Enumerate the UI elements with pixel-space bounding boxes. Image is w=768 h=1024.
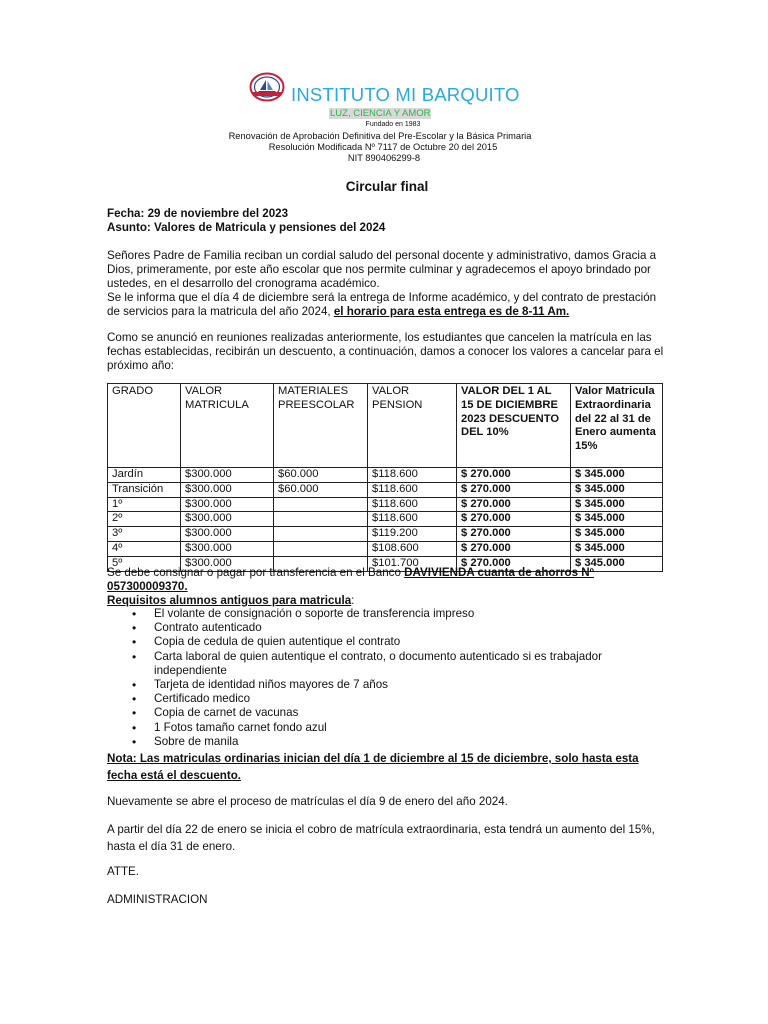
bank-text: Se debe consignar o pagar por transferencia en el Banco	[107, 566, 405, 579]
header-discount-value: VALOR DEL 1 AL 15 DE DICIEMBRE 2023 DESCUENTO DEL 10%	[457, 384, 571, 468]
cell-grade: Transición	[108, 482, 181, 497]
table-row	[108, 482, 663, 497]
delivery-text: Se le informa que el día 4 de diciembre será la entrega de Informe académico, y del contrato de prestación de servicios para la matricula del año 2024,	[107, 291, 657, 318]
closing: ATTE.	[107, 865, 139, 878]
requirements-heading	[107, 594, 667, 608]
institution-motto: LUZ, CIENCIA Y AMOR	[330, 108, 431, 119]
institution-name: INSTITUTO MI BARQUITO	[291, 84, 520, 105]
cell-extraordinary: $ 345.000	[571, 468, 663, 483]
list-item: • 1 Fotos tamaño carnet fondo azul	[107, 721, 667, 735]
header-valor-matricula: VALOR MATRICULA	[181, 384, 274, 468]
requirements-colon: :	[351, 594, 355, 607]
cell-enrollment: $300.000	[181, 541, 274, 556]
table-row	[108, 497, 663, 512]
cell-enrollment: $300.000	[181, 468, 274, 483]
cell-extraordinary: $ 345.000	[571, 482, 663, 497]
cell-grade: 2º	[108, 512, 181, 527]
cell-materials	[274, 541, 368, 556]
table-row	[108, 527, 663, 542]
table-row	[108, 512, 663, 527]
table-row	[108, 468, 663, 483]
list-item: • Certificado medico	[107, 692, 667, 706]
cell-materials	[274, 527, 368, 542]
cell-materials	[274, 497, 368, 512]
cell-grade: 5º	[108, 556, 181, 571]
list-item: • Copia de cedula de quien autentique el contrato	[107, 635, 667, 649]
cell-pension: $118.600	[368, 497, 457, 512]
header-valor-pension: VALOR PENSION	[368, 384, 457, 468]
cell-discount: $ 270.000	[457, 482, 571, 497]
cell-discount: $ 270.000	[457, 497, 571, 512]
cell-pension: $108.600	[368, 541, 457, 556]
fees-table	[107, 383, 663, 572]
header-grado: GRADO	[108, 384, 181, 468]
cell-extraordinary: $ 345.000	[571, 556, 663, 571]
cell-extraordinary: $ 345.000	[571, 527, 663, 542]
cell-pension: $119.200	[368, 527, 457, 542]
school-crest-icon	[249, 72, 285, 102]
discount-paragraph: Como se anunció en reuniones realizadas anteriormente, los estudiantes que cancelen la matrícula en las fechas establecidas, recibirán un descuento, a continuación, damos a conocer los valores a cancelar para el próximo año:	[107, 331, 664, 372]
cell-materials: $60.000	[274, 468, 368, 483]
cell-materials: $60.000	[274, 482, 368, 497]
cell-pension: $101.700	[368, 556, 457, 571]
header-materiales: MATERIALES PREESCOLAR	[274, 384, 368, 468]
bank-account: DAVIVIENDA cuanta de ahorros Nº 057300009370.	[107, 566, 594, 593]
cell-enrollment: $300.000	[181, 512, 274, 527]
cell-discount: $ 270.000	[457, 556, 571, 571]
reopen-notice: Nuevamente se abre el proceso de matrículas el día 9 de enero del año 2024.	[107, 795, 508, 808]
cell-grade: 3º	[108, 527, 181, 542]
list-item: • Copia de carnet de vacunas	[107, 706, 667, 720]
header-extraordinary-value: Valor Matricula Extraordinaria del 22 al 31 de Enero aumenta 15%	[571, 384, 663, 468]
date-line: Fecha: 29 de noviembre del 2023	[107, 207, 289, 220]
discount-note: Nota: Las matriculas ordinarias inician del día 1 de diciembre al 15 de diciembre, solo hasta esta fecha está el descuento.	[107, 752, 639, 782]
cell-extraordinary: $ 345.000	[571, 497, 663, 512]
cell-grade: 1º	[108, 497, 181, 512]
bank-info	[107, 566, 667, 594]
list-item: • El volante de consignación o soporte de transferencia impreso	[107, 607, 667, 621]
cell-discount: $ 270.000	[457, 512, 571, 527]
cell-discount: $ 270.000	[457, 468, 571, 483]
table-row	[108, 541, 663, 556]
list-item: • Tarjeta de identidad niños mayores de 7 años	[107, 678, 667, 692]
nit-line: NIT 890406299-8	[347, 153, 421, 163]
list-item: • Contrato autenticado	[107, 621, 667, 635]
cell-discount: $ 270.000	[457, 527, 571, 542]
signature: ADMINISTRACION	[107, 893, 208, 906]
cell-grade: 4º	[108, 541, 181, 556]
cell-enrollment: $300.000	[181, 556, 274, 571]
delivery-schedule: el horario para esta entrega es de 8-11 Am.	[333, 305, 570, 318]
subject-line: Asunto: Valores de Matricula y pensiones del 2024	[107, 221, 386, 234]
cell-pension: $118.600	[368, 468, 457, 483]
delivery-info	[107, 291, 667, 319]
requirements-title: Requisitos alumnos antiguos para matricula	[107, 594, 352, 607]
greeting-paragraph	[107, 249, 667, 319]
cell-discount: $ 270.000	[457, 541, 571, 556]
extraordinary-notice: A partir del día 22 de enero se inicia el cobro de matrícula extraordinaria, esta tendrá un aumento del 15%, hasta el día 31 de enero.	[107, 823, 655, 853]
resolution-line: Resolución Modificada Nº 7117 de Octubre 20 del 2015	[268, 142, 498, 152]
approval-line: Renovación de Aprobación Definitiva del Pre-Escolar y la Básica Primaria	[228, 131, 532, 141]
date-subject-block	[107, 207, 667, 235]
table-header-row	[108, 384, 663, 468]
cell-enrollment: $300.000	[181, 482, 274, 497]
greeting-text: Señores Padre de Familia reciban un cordial saludo del personal docente y administrativo, damos Gracia a Dios, primeramente, por este año escolar que nos permite culminar y agradecemos el apoyo brindado por ustedes, en el desarrollo del cronograma académico.	[107, 249, 657, 290]
cell-enrollment: $300.000	[181, 497, 274, 512]
cell-materials	[274, 512, 368, 527]
cell-extraordinary: $ 345.000	[571, 541, 663, 556]
cell-extraordinary: $ 345.000	[571, 512, 663, 527]
document-title: Circular final	[345, 179, 429, 194]
cell-pension: $118.600	[368, 512, 457, 527]
requirements-list	[107, 607, 667, 749]
list-item: • Carta laboral de quien autentique el contrato, o documento autenticado si es trabajador independiente	[107, 650, 667, 678]
founded-year: Fundado en 1983	[365, 121, 421, 128]
cell-pension: $118.600	[368, 482, 457, 497]
list-item: • Sobre de manila	[107, 735, 667, 749]
cell-grade: Jardín	[108, 468, 181, 483]
cell-enrollment: $300.000	[181, 527, 274, 542]
